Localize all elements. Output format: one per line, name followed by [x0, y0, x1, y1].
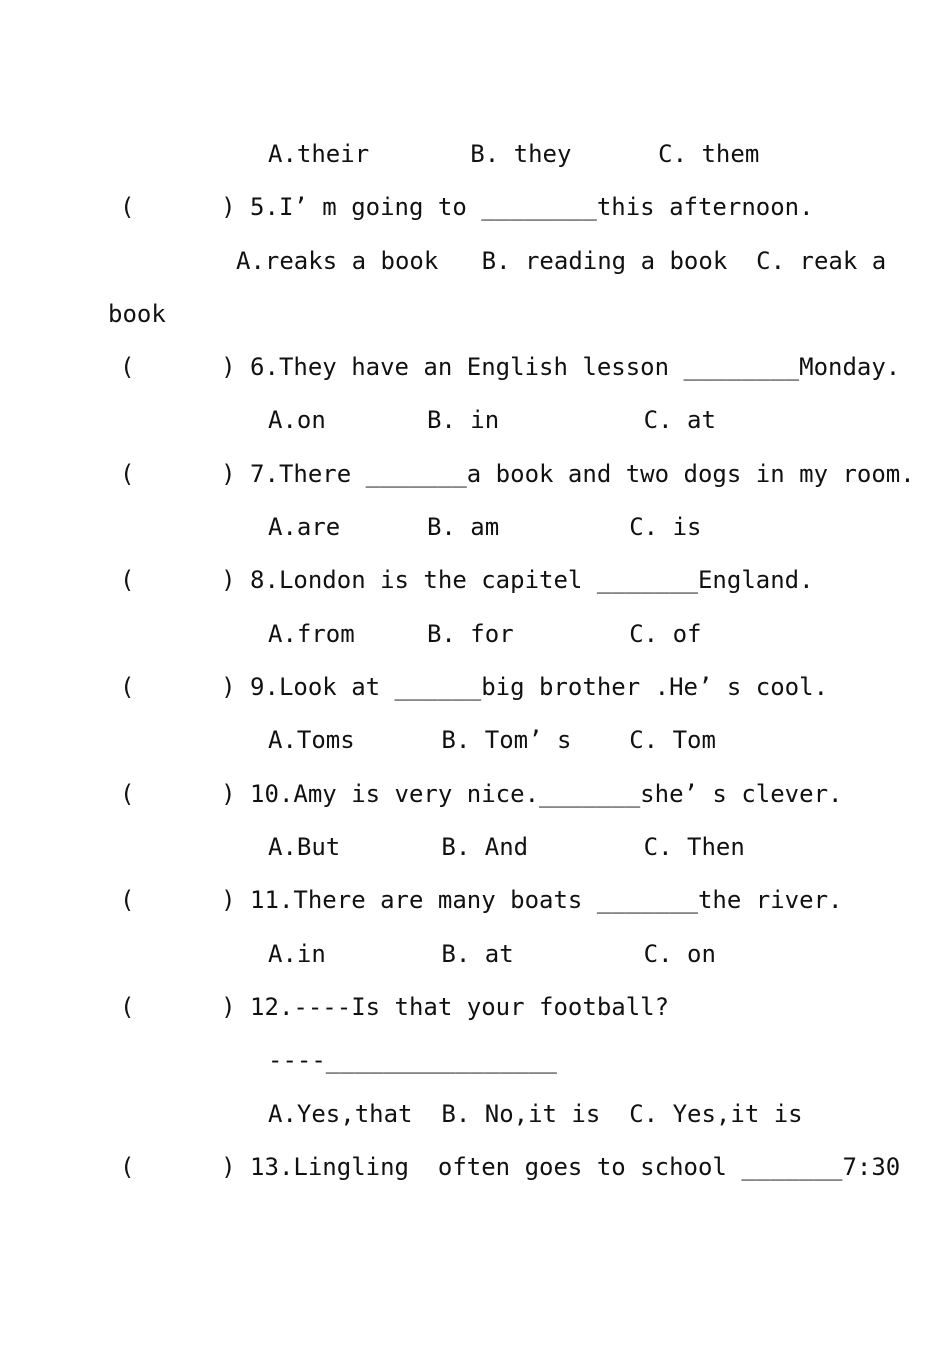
question-12: ( ) 12.----Is that your football?: [120, 993, 670, 1021]
q7-options: A.are B. am C. is: [268, 513, 702, 541]
question-7: ( ) 7.There _______a book and two dogs in my room.: [120, 460, 915, 488]
q8-options: A.from B. for C. of: [268, 620, 702, 648]
question-5: ( ) 5.I’ m going to ________this afternoon.: [120, 193, 814, 221]
q12-options: A.Yes,that B. No,it is C. Yes,it is: [268, 1100, 803, 1128]
question-8: ( ) 8.London is the capitel _______England.: [120, 566, 814, 594]
q5-options-wrap: book: [108, 300, 166, 328]
q4-options: A.their B. they C. them: [268, 140, 760, 168]
q10-options: A.But B. And C. Then: [268, 833, 745, 861]
q11-options: A.in B. at C. on: [268, 940, 716, 968]
q5-options: A.reaks a book B. reading a book C. reak a: [236, 247, 887, 275]
q9-options: A.Toms B. Tom’ s C. Tom: [268, 726, 716, 754]
question-13: ( ) 13.Lingling often goes to school _______7:30: [120, 1153, 901, 1181]
question-11: ( ) 11.There are many boats _______the river.: [120, 886, 843, 914]
question-10: ( ) 10.Amy is very nice._______she’ s clever.: [120, 780, 843, 808]
question-6: ( ) 6.They have an English lesson ________Monday.: [120, 353, 901, 381]
q6-options: A.on B. in C. at: [268, 406, 716, 434]
q12-answer-blank: ----________________: [268, 1046, 557, 1074]
question-9: ( ) 9.Look at ______big brother .He’ s cool.: [120, 673, 829, 701]
